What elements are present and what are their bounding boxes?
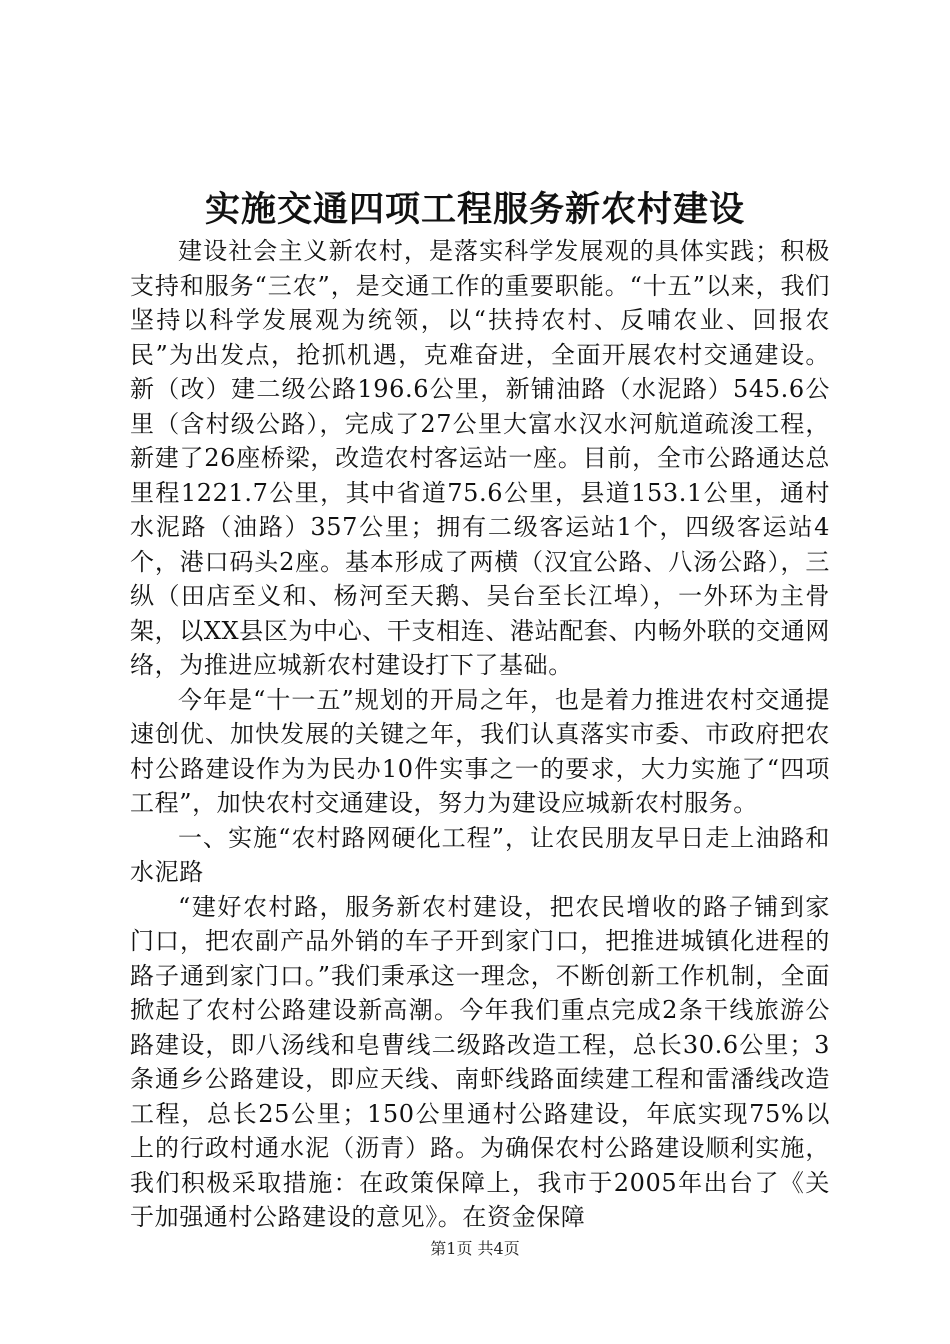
section-heading-1: 一、实施“农村路网硬化工程”，让农民朋友早日走上油路和水泥路 bbox=[130, 823, 830, 886]
paragraph-this-year: 今年是“十一五”规划的开局之年，也是着力推进农村交通提速创优、加快发展的关键之年，我们认真落实市委、市政府把农村公路建设作为为民办10件实事之一的要求，大力实施了“四项工程”，加快农村交通建设，努力为建设应城新农村服务。 bbox=[130, 685, 830, 817]
paragraph-intro: 建设社会主义新农村，是落实科学发展观的具体实践；积极支持和服务“三农”，是交通工作的重要职能。“十五”以来，我们坚持以科学发展观为统领，以“扶持农村、反哺农业、回报农民”为出发点，抢抓机遇，克难奋进，全面开展农村交通建设。新（改）建二级公路196.6公里，新铺油路（水泥路）545.6公里（含村级公路），完成了27公里大富水汉水河航道疏浚工程，新建了26座桥梁，改造农村客运站一座。目前，全市公路通达总里程1221.7公里，其中省道75.6公里，县道153.1公里，通村水泥路（油路）357公里；拥有二级客运站1个，四级客运站4个，港口码头2座。基本形成了两横（汉宜公路、八汤公路），三纵（田店至义和、杨河至天鹅、吴台至长江埠），一外环为主骨架，以XX县区为中心、干支相连、港站配套、内畅外联的交通网络，为推进应城新农村建设打下了基础。 bbox=[130, 237, 830, 679]
page-footer: 第1页 共4页 bbox=[430, 1239, 520, 1258]
document-title: 实施交通四项工程服务新农村建设 bbox=[204, 189, 745, 230]
document-body bbox=[130, 234, 830, 1235]
paragraph-section-1: “建好农村路，服务新农村建设，把农民增收的路子铺到家门口，把农副产品外销的车子开到家门口，把推进城镇化进程的路子通到家门口。”我们秉承这一理念，不断创新工作机制，全面掀起了农村公路建设新高潮。今年我们重点完成2条干线旅游公路建设，即八汤线和皂曹线二级路改造工程，总长30.6公里；3条通乡公路建设，即应天线、南虾线路面续建工程和雷潘线改造工程，总长25公里；150公里通村公路建设，年底实现75%以上的行政村通水泥（沥青）路。为确保农村公路建设顺利实施，我们积极采取措施：在政策保障上，我市于2005年出台了《关于加强通村公路建设的意见》。在资金保障 bbox=[130, 892, 830, 1231]
